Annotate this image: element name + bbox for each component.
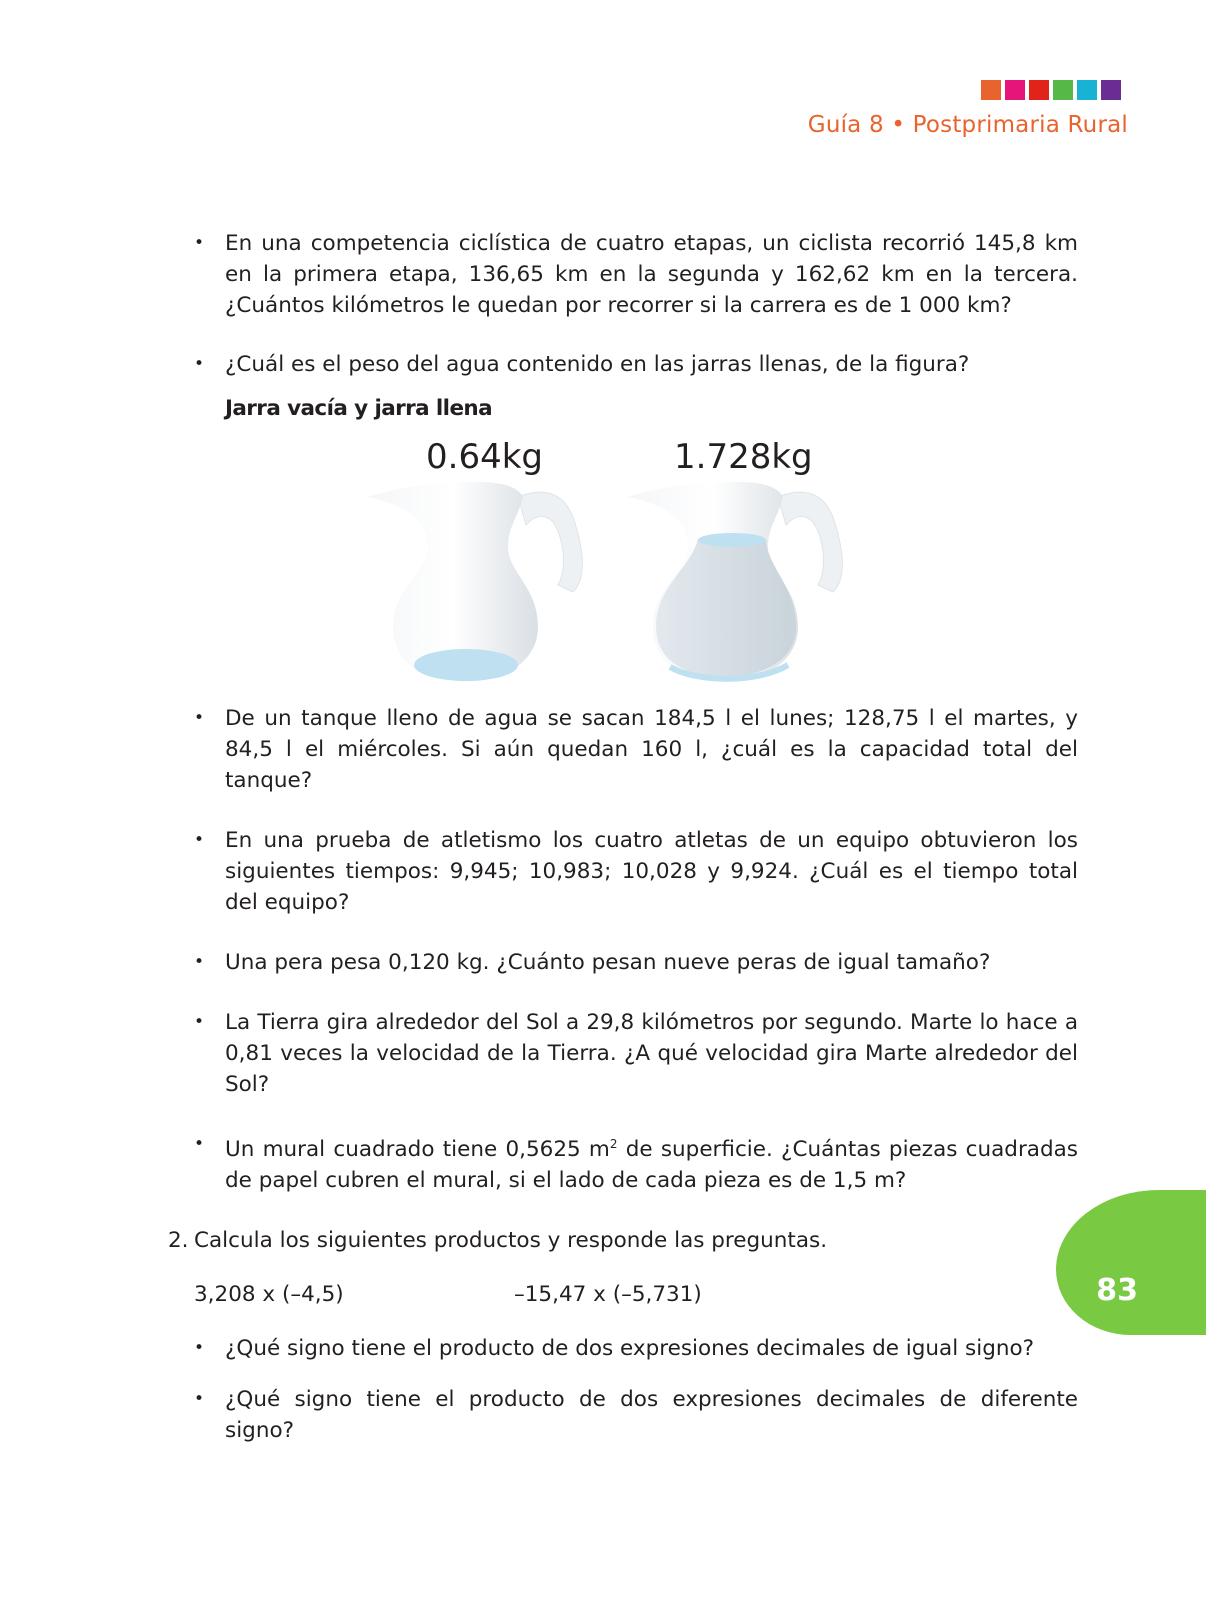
- problem-mars: • La Tierra gira alrededor del Sol a 29,8 kilómetros por segundo. Marte lo hace a 0,81 veces la velocidad de la Tierra. ¿A qué velocidad gira Marte alrededor del Sol?: [168, 1007, 1078, 1100]
- guide-title: Guía 8 • Postprimaria Rural: [807, 112, 1128, 138]
- subquestion-same-sign: • ¿Qué signo tiene el producto de dos expresiones decimales de igual signo?: [168, 1333, 1078, 1364]
- question-2: [168, 1225, 1078, 1256]
- mural-text-end: de superficie. ¿Cuántas piezas cuadradas de papel cubren el mural, si el lado de cada pieza es de 1,5 m?: [225, 1137, 1078, 1194]
- problem-cycling: • En una competencia ciclística de cuatro etapas, un ciclista recorrió 145,8 km en la primera etapa, 136,65 km en la segunda y 162,62 km en la tercera. ¿Cuántos kilómetros le quedan por recorrer si la carrera es de 1 000 km?: [168, 228, 1078, 321]
- color-swatch-orange: [981, 80, 1001, 100]
- products-row: [194, 1282, 1078, 1307]
- color-swatch-magenta: [1005, 80, 1025, 100]
- problem-pear: • Una pera pesa 0,120 kg. ¿Cuánto pesan nueve peras de igual tamaño?: [168, 947, 1078, 978]
- problem-athletics: • En una prueba de atletismo los cuatro atletas de un equipo obtuvieron los siguientes tiempos: 9,945; 10,983; 10,028 y 9,924. ¿Cuál es el tiempo total del equipo?: [168, 825, 1078, 918]
- product-a: 3,208 x (–4,5): [194, 1282, 344, 1308]
- color-swatch-purple: [1101, 80, 1121, 100]
- page-number-tab: [1056, 1190, 1206, 1335]
- full-jug-weight-label: 1.728kg: [674, 437, 813, 477]
- figure-caption: Jarra vacía y jarra llena: [225, 396, 493, 421]
- full-jug-image: [628, 477, 868, 687]
- color-swatch-green: [1053, 80, 1073, 100]
- header-color-strip: [981, 80, 1121, 100]
- empty-jug-weight-label: 0.64kg: [426, 437, 543, 477]
- problem-jug-weight: • ¿Cuál es el peso del agua contenido en las jarras llenas, de la figura?: [168, 349, 1078, 380]
- problem-tank: • De un tanque lleno de agua se sacan 184,5 l el lunes; 128,75 l el martes, y 84,5 l el miércoles. Si aún quedan 160 l, ¿cuál es la capacidad total del tanque?: [168, 703, 1078, 796]
- color-swatch-cyan: [1077, 80, 1097, 100]
- question-2-text: Calcula los siguientes productos y responde las preguntas.: [194, 1228, 828, 1254]
- mural-superscript: 2: [609, 1137, 618, 1151]
- exercise-content: [168, 228, 1078, 1446]
- color-swatch-red: [1029, 80, 1049, 100]
- problem-mural: [168, 1129, 1078, 1196]
- product-b: –15,47 x (–5,731): [514, 1282, 702, 1308]
- mural-text-start: Un mural cuadrado tiene 0,5625 m: [225, 1137, 610, 1163]
- page-number: 83: [1096, 1273, 1138, 1308]
- question-number: 2.: [168, 1228, 189, 1254]
- subquestion-different-sign: • ¿Qué signo tiene el producto de dos expresiones decimales de diferente signo?: [168, 1384, 1078, 1446]
- jug-figure: [168, 427, 1078, 697]
- empty-jug-image: [368, 477, 608, 687]
